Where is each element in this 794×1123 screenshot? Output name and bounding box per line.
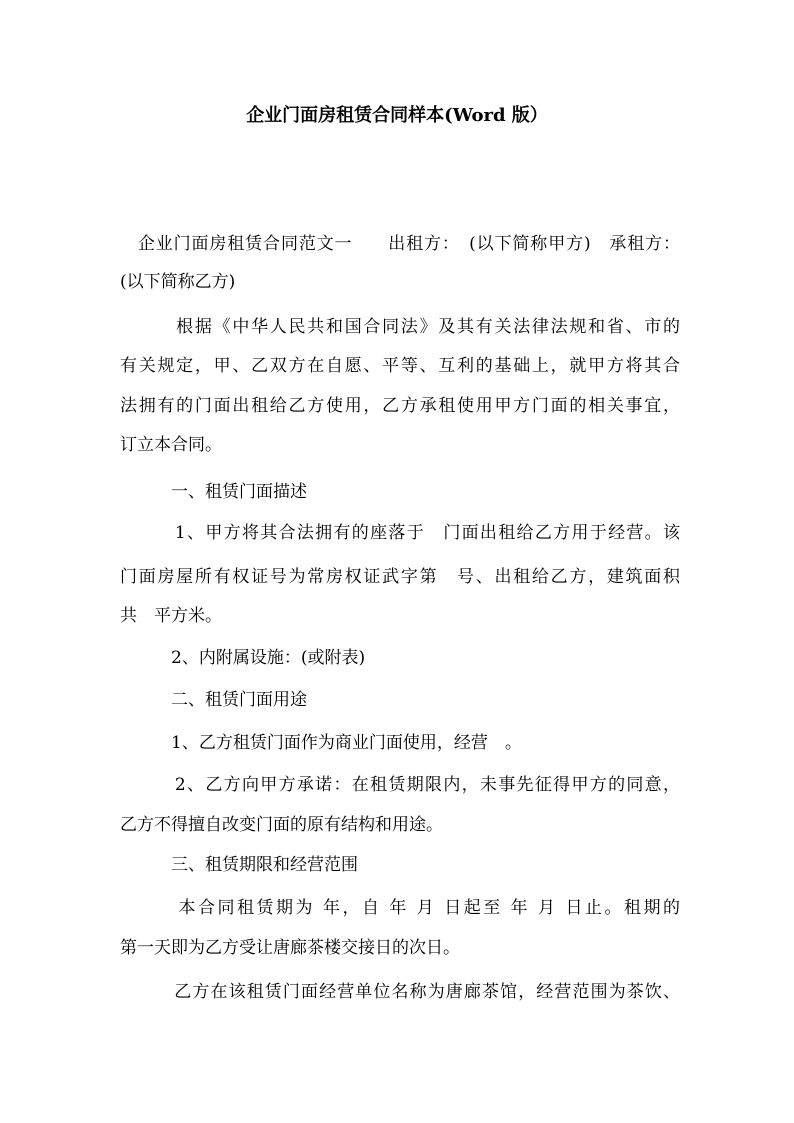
text-line: 根据《中华人民共和国合同法》及其有关法律法规和省、市的 bbox=[120, 317, 680, 337]
section-heading: 二、租赁门面用途 bbox=[120, 690, 307, 710]
text-line: 1、乙方租赁门面作为商业门面使用，经营 。 bbox=[120, 733, 522, 753]
section-heading: 一、租赁门面描述 bbox=[120, 482, 307, 502]
document-title: 企业门面房租赁合同样本(Word 版） bbox=[246, 105, 548, 126]
text-line: 2、内附属设施：(或附表) bbox=[120, 648, 366, 668]
text-line: 共 平方米。 bbox=[120, 606, 222, 626]
text-line: 乙方在该租赁门面经营单位名称为唐廊茶馆，经营范围为茶饮、 bbox=[120, 982, 680, 1002]
text-line: (以下简称乙方) bbox=[120, 272, 236, 292]
text-line: 2、乙方向甲方承诺：在租赁期限内，未事先征得甲方的同意， bbox=[120, 775, 680, 795]
text-line: 乙方不得擅自改变门面的原有结构和用途。 bbox=[120, 815, 443, 835]
text-line: 法拥有的门面出租给乙方使用，乙方承租使用甲方门面的相关事宜， bbox=[120, 396, 680, 416]
text-line: 企业门面房租赁合同范文一 出租方： (以下简称甲方) 承租方： bbox=[120, 234, 680, 254]
text-line: 第一天即为乙方受让唐廊茶楼交接日的次日。 bbox=[120, 938, 460, 958]
text-line: 本合同租赁期为 年，自 年 月 日起至 年 月 日止。租期的 bbox=[120, 898, 680, 918]
text-line: 有关规定，甲、乙双方在自愿、平等、互利的基础上，就甲方将其合 bbox=[120, 356, 680, 376]
text-line: 订立本合同。 bbox=[120, 435, 222, 455]
text-line: 门面房屋所有权证号为常房权证武字第 号、出租给乙方，建筑面积 bbox=[120, 567, 680, 587]
text-line: 1、甲方将其合法拥有的座落于 门面出租给乙方用于经营。该 bbox=[120, 523, 680, 543]
section-heading: 三、租赁期限和经营范围 bbox=[120, 855, 358, 875]
